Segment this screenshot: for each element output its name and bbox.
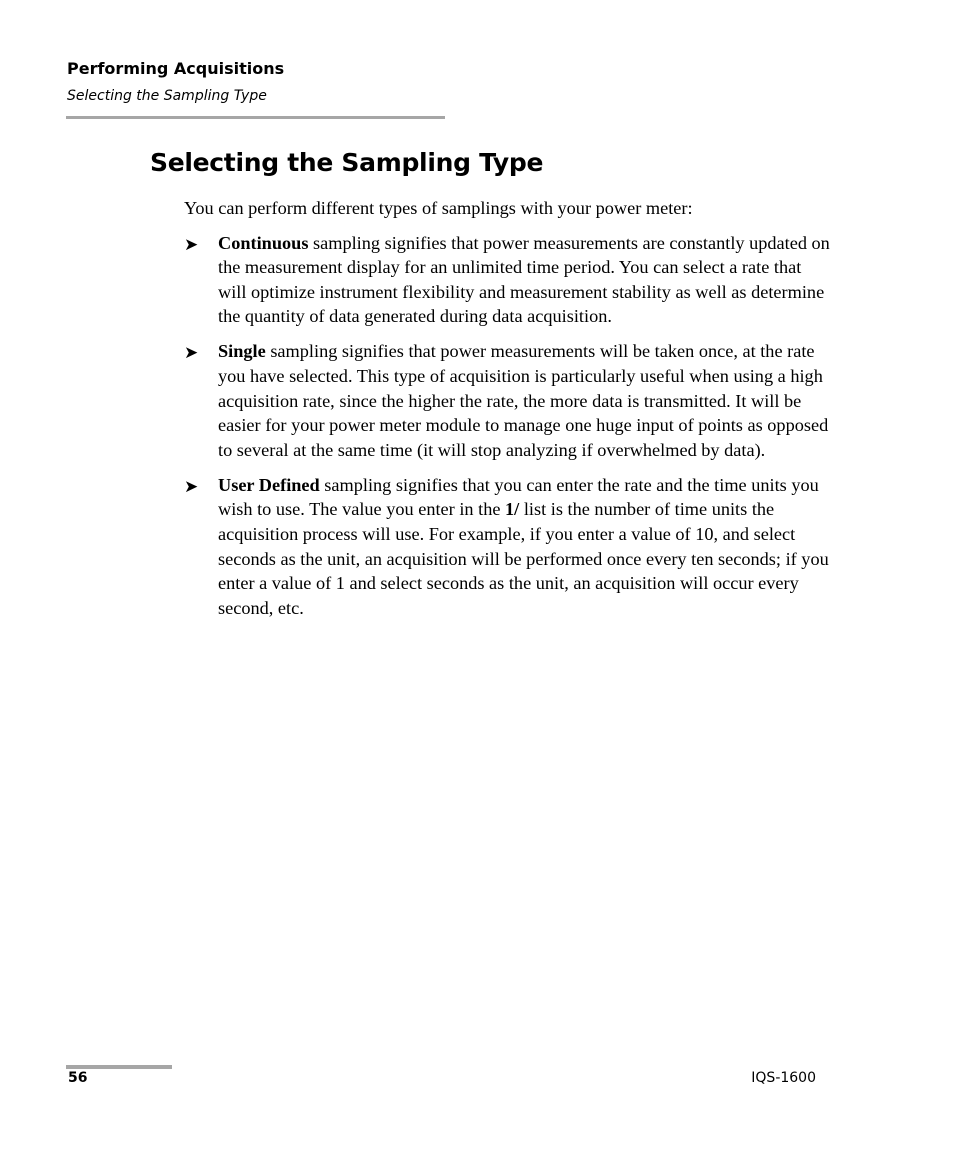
list-item-single bbox=[184, 339, 834, 462]
arrowhead-icon: ➤ bbox=[184, 343, 199, 364]
term-single: Single bbox=[218, 341, 266, 362]
description-single: sampling signifies that power measurements will be taken once, at the rate you have selected. This type of acquisition is particularly useful when using a high acquisition rate, since the higher the rate, the more data is transmitted. It will be easier for your power meter module to manage one huge input of points as opposed to several at the same time (it will stop analyzing if overwhelmed by data). bbox=[218, 341, 829, 460]
intro-paragraph: You can perform different types of samplings with your power meter: bbox=[184, 198, 693, 218]
description-user-defined-b: list is the number of time units the acquisition process will use. For example, if you enter a value of 10, and select seconds as the unit, an acquisition will be performed once every ten seconds; if you enter a value of 1 and select seconds as the unit, an acquisition will occur every second, etc. bbox=[218, 499, 829, 618]
term-user-defined: User Defined bbox=[218, 474, 320, 495]
arrowhead-icon: ➤ bbox=[184, 234, 199, 255]
chapter-title: Performing Acquisitions bbox=[67, 59, 285, 78]
product-name: IQS-1600 bbox=[751, 1070, 816, 1086]
running-header bbox=[67, 58, 447, 106]
page-heading: Selecting the Sampling Type bbox=[150, 148, 544, 177]
page-number: 56 bbox=[68, 1070, 88, 1086]
section-subtitle: Selecting the Sampling Type bbox=[67, 88, 267, 104]
list-item-user-defined bbox=[184, 473, 834, 621]
term-continuous: Continuous bbox=[218, 232, 309, 253]
header-rule bbox=[66, 116, 445, 119]
footer-rule bbox=[66, 1065, 172, 1069]
arrowhead-icon: ➤ bbox=[184, 476, 199, 497]
description-user-defined-a: sampling signifies that you can enter the rate and the time units you wish to use. The value you enter in the bbox=[218, 474, 819, 520]
body-text bbox=[184, 196, 834, 631]
list-item-continuous bbox=[184, 231, 834, 329]
inline-list-name: 1/ bbox=[505, 499, 520, 520]
bullet-list bbox=[184, 231, 834, 621]
description-continuous: sampling signifies that power measurements are constantly updated on the measurement display for an unlimited time period. You can select a rate that will optimize instrument flexibility and measurement stability as well as determine the quantity of data generated during data acquisition. bbox=[218, 232, 830, 327]
